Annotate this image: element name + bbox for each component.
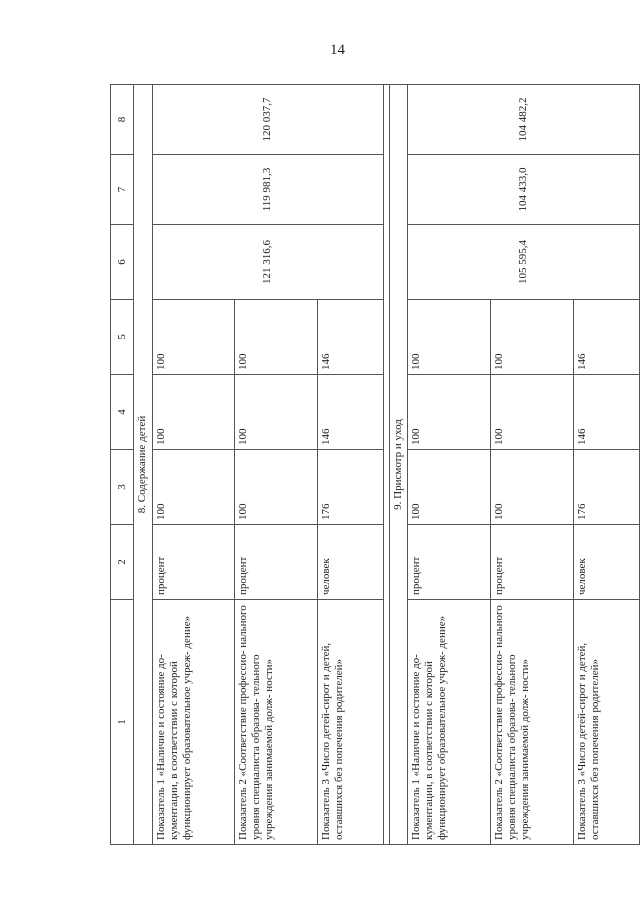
indicator-value-3: 176 bbox=[573, 450, 639, 525]
indicator-value-4: 146 bbox=[318, 375, 384, 450]
rotated-table-container bbox=[110, 85, 640, 845]
indicator-unit: процент bbox=[491, 525, 574, 600]
indicator-value-3: 100 bbox=[152, 450, 235, 525]
indicator-value-5: 100 bbox=[152, 300, 235, 375]
indicator-value-3: 100 bbox=[491, 450, 574, 525]
table-row bbox=[152, 85, 235, 845]
indicator-name: Показатель 3 «Число детей-сирот и детей, оставшихся без попечения родителей» bbox=[318, 600, 384, 845]
header-col-2: 2 bbox=[111, 525, 134, 600]
header-col-8: 8 bbox=[111, 85, 134, 155]
indicator-value-5: 146 bbox=[318, 300, 384, 375]
header-row bbox=[111, 85, 134, 845]
header-col-7: 7 bbox=[111, 155, 134, 225]
table-wrapper bbox=[110, 85, 640, 845]
amount-col-6: 105 595,4 bbox=[408, 225, 640, 300]
header-col-6: 6 bbox=[111, 225, 134, 300]
indicator-value-5: 100 bbox=[235, 300, 318, 375]
indicator-value-4: 146 bbox=[573, 375, 639, 450]
table-row bbox=[408, 85, 491, 845]
amount-col-8: 120 037,7 bbox=[152, 85, 383, 155]
indicator-value-4: 100 bbox=[152, 375, 235, 450]
indicator-unit: процент bbox=[235, 525, 318, 600]
indicator-unit: процент bbox=[152, 525, 235, 600]
section-title: 9. Присмотр и уход bbox=[389, 85, 408, 845]
amount-col-7: 104 433,0 bbox=[408, 155, 640, 225]
indicator-unit: человек bbox=[573, 525, 639, 600]
header-col-4: 4 bbox=[111, 375, 134, 450]
indicator-value-4: 100 bbox=[235, 375, 318, 450]
indicator-unit: процент bbox=[408, 525, 491, 600]
section-title-row bbox=[389, 85, 408, 845]
indicator-value-5: 100 bbox=[491, 300, 574, 375]
header-col-5: 5 bbox=[111, 300, 134, 375]
indicator-name: Показатель 2 «Соответствие профессио- нального уровня специалиста образова- тельного учреждения занимаемой долж- ности» bbox=[235, 600, 318, 845]
indicator-value-3: 100 bbox=[408, 450, 491, 525]
indicator-value-3: 100 bbox=[235, 450, 318, 525]
indicators-table bbox=[110, 84, 640, 845]
indicator-value-5: 100 bbox=[408, 300, 491, 375]
indicator-name: Показатель 2 «Соответствие профессио- нального уровня специалиста образова- тельного учреждения занимаемой долж- ности» bbox=[491, 600, 574, 845]
section-title-row bbox=[134, 85, 153, 845]
indicator-value-5: 146 bbox=[573, 300, 639, 375]
indicator-name: Показатель 1 «Наличие и состояние до- кументации, в соответствии с которой функционирует образовательное учреж- дение» bbox=[152, 600, 235, 845]
indicator-value-3: 176 bbox=[318, 450, 384, 525]
indicator-value-4: 100 bbox=[491, 375, 574, 450]
amount-col-6: 121 316,6 bbox=[152, 225, 383, 300]
amount-col-8: 104 482,2 bbox=[408, 85, 640, 155]
indicator-value-4: 100 bbox=[408, 375, 491, 450]
page-number: 14 bbox=[330, 42, 345, 58]
indicator-unit: человек bbox=[318, 525, 384, 600]
section-title: 8. Содержание детей bbox=[134, 85, 153, 845]
amount-col-7: 119 981,3 bbox=[152, 155, 383, 225]
indicator-name: Показатель 3 «Число детей-сирот и детей, оставшихся без попечения родителей» bbox=[573, 600, 639, 845]
indicator-name: Показатель 1 «Наличие и состояние до- кументации, в соответствии с которой функционирует образовательное учреж- дение» bbox=[408, 600, 491, 845]
header-col-1: 1 bbox=[111, 600, 134, 845]
header-col-3: 3 bbox=[111, 450, 134, 525]
